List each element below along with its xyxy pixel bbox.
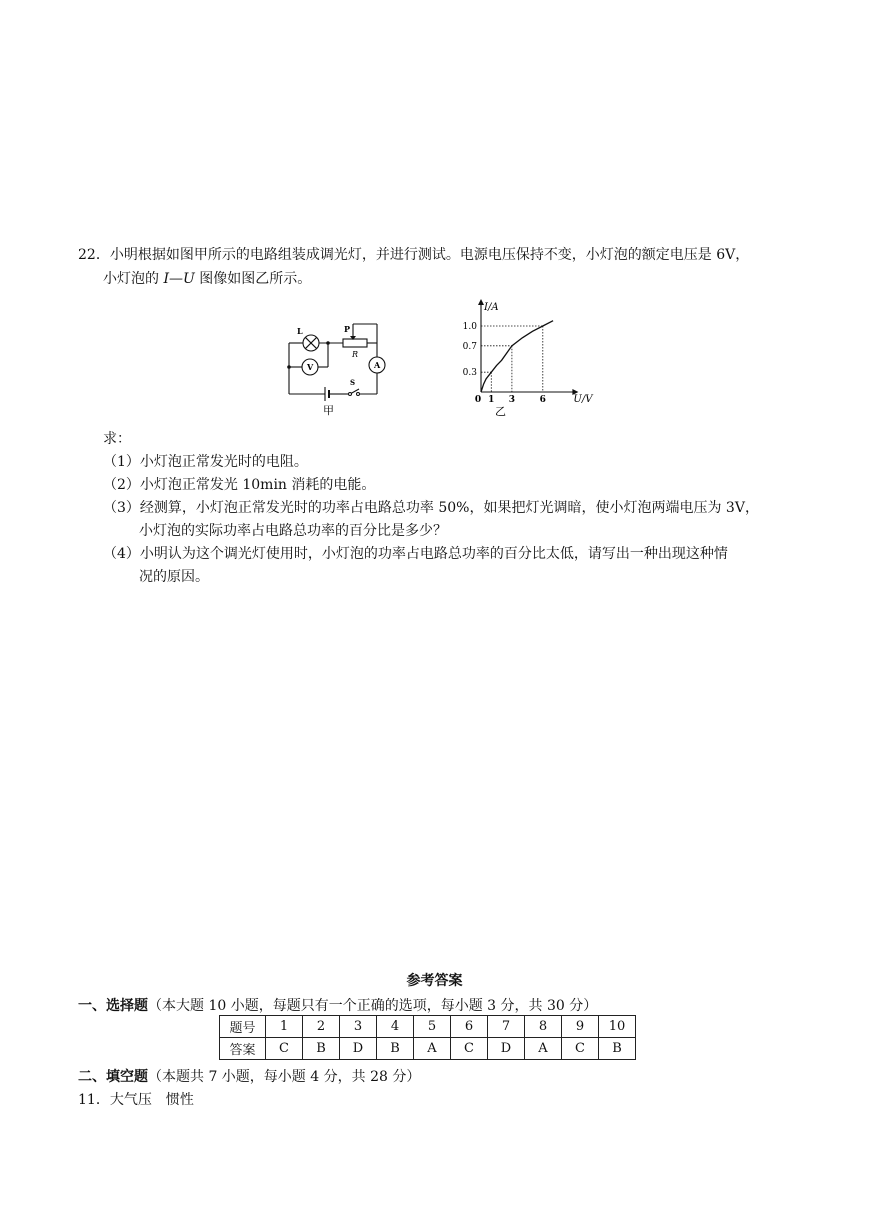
table-cell: B (377, 1038, 414, 1060)
question-22-line-2 (103, 268, 311, 288)
iu-chart-svg (455, 296, 595, 418)
table-cell: D (340, 1038, 377, 1060)
table-cell: B (303, 1038, 340, 1060)
table-row (220, 1038, 636, 1060)
section-1-heading (78, 995, 597, 1015)
slider-label: P (344, 324, 351, 334)
section-2-desc: （本题共 7 小题，每小题 4 分，共 28 分） (148, 1069, 421, 1085)
row-header-answer: 答案 (220, 1038, 266, 1060)
table-cell: 3 (340, 1016, 377, 1038)
table-cell: 8 (525, 1016, 562, 1038)
y-axis-label: I/A (484, 302, 499, 313)
x-axis-label: U/V (573, 394, 593, 405)
junction-dot (287, 365, 291, 369)
table-row (220, 1016, 636, 1038)
section-1-desc: （本大题 10 小题，每题只有一个正确的选项，每小题 3 分，共 30 分） (148, 998, 598, 1014)
line2-pre: 小灯泡的 (103, 271, 164, 287)
graph-caption: 乙 (495, 405, 506, 418)
x-tick-label: 3 (508, 395, 516, 405)
table-cell: C (266, 1038, 303, 1060)
ammeter-label: A (374, 360, 381, 370)
iu-symbol: I—U (163, 271, 195, 287)
sub-question-1: （1）小灯泡正常发光时的电阻。 (103, 454, 308, 470)
y-tick-label: 0.7 (462, 341, 477, 352)
switch-label: S (350, 378, 356, 387)
x-tick-label: 1 (488, 395, 495, 405)
table-cell: 7 (488, 1016, 525, 1038)
table-cell: 4 (377, 1016, 414, 1038)
circuit-diagram (280, 318, 395, 422)
section-2-label: 二、填空题 (78, 1069, 148, 1085)
table-cell: D (488, 1038, 525, 1060)
table-cell: 5 (414, 1016, 451, 1038)
sub-question-2: （2）小灯泡正常发光 10min 消耗的电能。 (103, 477, 376, 493)
answer-11: 11．大气压 惯性 (78, 1092, 194, 1108)
row-header-number: 题号 (220, 1016, 266, 1038)
table-cell: C (451, 1038, 488, 1060)
voltmeter-label: V (307, 362, 314, 372)
table-cell: 1 (266, 1016, 303, 1038)
section-1-label: 一、选择题 (78, 998, 148, 1014)
question-22-line-1: 22．小明根据如图甲所示的电路组装成调光灯，并进行测试。电源电压保持不变，小灯泡的额定电压是 6V， (78, 247, 750, 263)
sub-question-3: （3）经测算，小灯泡正常发光时的功率占电路总功率 50%，如果把灯光调暗，使小灯泡两端电压为 3V， (103, 500, 759, 516)
switch-contact (349, 393, 352, 396)
table-cell: 9 (562, 1016, 599, 1038)
iu-graph (455, 296, 595, 422)
sub-question-3-continued: 小灯泡的实际功率占电路总功率的百分比是多少？ (139, 523, 447, 539)
answers-title: 参考答案 (406, 973, 463, 989)
resistor-label: R (352, 350, 359, 359)
section-2-heading (78, 1066, 420, 1086)
lamp-label: L (297, 326, 303, 336)
table-cell: 6 (451, 1016, 488, 1038)
answer-table (219, 1015, 636, 1060)
x-tick-label: 0 (474, 395, 482, 405)
switch-contact (357, 393, 360, 396)
iu-curve (481, 321, 553, 392)
table-cell: C (562, 1038, 599, 1060)
circuit-caption: 甲 (323, 404, 334, 417)
y-tick-label: 1.0 (462, 322, 477, 332)
table-cell: A (525, 1038, 562, 1060)
y-tick-label: 0.3 (462, 368, 477, 379)
table-cell: 2 (303, 1016, 340, 1038)
ask-label: 求： (103, 431, 131, 447)
table-cell: A (414, 1038, 451, 1060)
junction-dot (326, 341, 330, 345)
table-cell: B (599, 1038, 636, 1060)
circuit-svg (280, 318, 395, 418)
table-cell: 10 (599, 1016, 636, 1038)
sub-question-4-continued: 况的原因。 (139, 569, 209, 585)
sub-question-4: （4）小明认为这个调光灯使用时，小灯泡的功率占电路总功率的百分比太低，请写出一种出现这种情 (103, 546, 728, 562)
x-tick-label: 6 (539, 395, 546, 405)
line2-post: 图像如图乙所示。 (194, 271, 312, 287)
